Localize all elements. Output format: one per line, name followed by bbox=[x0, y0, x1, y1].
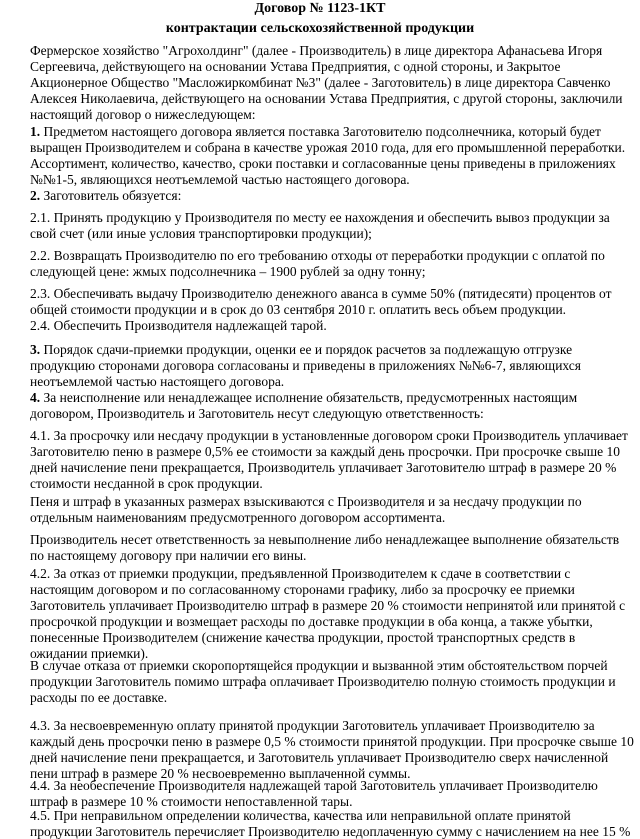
text-line bbox=[30, 75, 620, 91]
line-text: штраф в размере 10 % стоимости непоставленной тары. bbox=[30, 794, 353, 809]
line-text: Пеня и штраф в указанных размерах взыскиваются с Производителя и за несдачу продукции по bbox=[30, 494, 582, 509]
line-text: 2.3. Обеспечивать выдачу Производителю денежного аванса в сумме 50% (пятидесяти) процентов от bbox=[30, 286, 612, 301]
text-line bbox=[30, 302, 620, 318]
text-line bbox=[30, 428, 628, 444]
line-text: Предметом настоящего договора является поставка Заготовителю подсолнечника, который будет bbox=[40, 124, 601, 139]
line-text: настоящим договором и по согласованному сторонами графику, либо за просрочку ее приемки bbox=[30, 582, 575, 597]
clause-paragraph bbox=[30, 532, 620, 564]
text-line bbox=[30, 690, 620, 706]
clause-number: 1. bbox=[30, 124, 41, 139]
line-text: пени штраф в размере 20 % несвоевременно выплаченной суммы. bbox=[30, 766, 411, 781]
text-line bbox=[30, 598, 626, 614]
text-line bbox=[30, 248, 620, 264]
clause-number: 3. bbox=[30, 342, 41, 357]
line-text: договором, Производитель и Заготовитель несут следующую ответственность: bbox=[30, 406, 484, 421]
line-text: продукции Заготовитель помимо штрафа оплачивает Производителю полную стоимость продукции и bbox=[30, 674, 616, 689]
line-text: Акционерное Общество "Масложиркомбинат №3" (далее - Заготовитель) в лице директора Савченко bbox=[30, 75, 611, 90]
line-text: Заготовитель обязуется: bbox=[40, 188, 182, 203]
text-line bbox=[30, 286, 620, 302]
clause-paragraph bbox=[30, 718, 634, 782]
text-line bbox=[30, 91, 623, 107]
text-line bbox=[30, 59, 620, 75]
text-line bbox=[30, 614, 620, 630]
line-text: 4.5. При неправильном определении количества, качества или неправильной оплате принятой bbox=[30, 808, 571, 823]
text-line bbox=[30, 808, 620, 824]
text-line bbox=[30, 107, 620, 123]
contract-subtitle: контрактации сельскохозяйственной продукции bbox=[165, 21, 475, 36]
text-line bbox=[30, 140, 626, 156]
text-line bbox=[30, 374, 620, 390]
text-line bbox=[30, 658, 620, 674]
clause-paragraph bbox=[30, 286, 620, 318]
text-line bbox=[30, 582, 620, 598]
line-text: отдельным наименованиям предусмотренного договором ассортимента. bbox=[30, 510, 446, 525]
text-line bbox=[30, 156, 620, 172]
line-text: Порядок сдачи-приемки продукции, оценки ее и порядок расчетов за подлежащую отгрузке bbox=[40, 342, 573, 357]
line-text: Ассортимент, количество, качество, сроки поставки и согласованные цены приведены в приложениях bbox=[30, 156, 616, 171]
text-line bbox=[30, 318, 620, 334]
line-text: по настоящему договору при наличии его вины. bbox=[30, 548, 307, 563]
clause-paragraph bbox=[30, 188, 620, 204]
text-line bbox=[30, 630, 620, 646]
line-text: стоимости несданной в срок продукции. bbox=[30, 476, 263, 491]
contract-title: Договор № 1123-1КТ bbox=[254, 1, 386, 16]
clause-paragraph bbox=[30, 342, 620, 390]
clause-paragraph bbox=[30, 318, 620, 334]
text-line bbox=[30, 188, 620, 204]
line-text: Сергеевича, действующего на основании Устава Предприятия, с одной стороны, и Закрытое bbox=[30, 59, 561, 74]
clause-paragraph bbox=[30, 778, 620, 810]
text-line bbox=[30, 494, 620, 510]
text-line bbox=[30, 124, 620, 140]
text-line bbox=[30, 824, 631, 839]
line-text: расходы по ее доставке. bbox=[30, 690, 168, 705]
clause-paragraph bbox=[30, 43, 623, 123]
line-text: свой счет (или иные условия транспортировки продукции); bbox=[30, 226, 372, 241]
text-line bbox=[30, 226, 620, 242]
line-text: просрочкой продукции и возмещает расходы по доставке продукции в оба конца, а также убытки, bbox=[30, 614, 593, 629]
line-text: 4.3. За несвоевременную оплату принятой продукции Заготовитель уплачивает Производителю за bbox=[30, 718, 595, 733]
text-line bbox=[30, 734, 634, 750]
line-text: 4.2. За отказ от приемки продукции, предъявленной Производителем к сдаче в соответствии с bbox=[30, 566, 571, 581]
line-text: 4.1. За просрочку или несдачу продукции в установленные договором сроки Производитель уплачивает bbox=[30, 428, 628, 443]
text-line bbox=[30, 172, 620, 188]
text-line bbox=[30, 358, 620, 374]
line-text: общей стоимости продукции и в срок до 03 сентября 2010 г. оплатить весь объем продукции. bbox=[30, 302, 567, 317]
text-line bbox=[30, 674, 620, 690]
line-text: ожидании приемки). bbox=[30, 646, 149, 661]
text-line bbox=[30, 750, 620, 766]
clause-paragraph bbox=[30, 210, 620, 242]
line-text: Заготовитель уплачивает Производителю штраф в размере 20 % стоимости непринятой или принятой с bbox=[30, 598, 626, 613]
line-text: Заготовителю пеню в размере 0,5% ее стоимости за каждый день просрочки. При просрочке свыше 10 bbox=[30, 444, 620, 459]
line-text: Производитель несет ответственность за невыполнение либо ненадлежащее выполнение обязательств bbox=[30, 532, 620, 547]
line-text: 4.4. За необеспечение Производителя надлежащей тарой Заготовитель уплачивает Производителю bbox=[30, 778, 598, 793]
text-line bbox=[30, 43, 620, 59]
clause-paragraph bbox=[30, 494, 620, 526]
clause-paragraph bbox=[30, 566, 626, 662]
clause-number: 2. bbox=[30, 188, 41, 203]
clause-paragraph bbox=[30, 428, 628, 492]
text-line bbox=[30, 548, 620, 564]
text-line bbox=[30, 264, 620, 280]
line-text: 2.4. Обеспечить Производителя надлежащей тарой. bbox=[30, 318, 327, 333]
line-text: 2.1. Принять продукцию у Производителя по месту ее нахождения и обеспечить вывоз продукции за bbox=[30, 210, 610, 225]
line-text: следующей цене: жмых подсолнечника – 1900 рублей за одну тонну; bbox=[30, 264, 426, 279]
text-line bbox=[30, 476, 620, 492]
text-line bbox=[30, 210, 620, 226]
clause-paragraph bbox=[30, 390, 620, 422]
clause-paragraph bbox=[30, 658, 620, 706]
text-line bbox=[30, 444, 620, 460]
line-text: настоящий договор о нижеследующем: bbox=[30, 107, 256, 122]
clause-paragraph bbox=[30, 808, 631, 839]
line-text: дней начисление пени прекращается, и Заготовитель уплачивает Производителю сверх начисленной bbox=[30, 750, 609, 765]
clause-paragraph bbox=[30, 248, 620, 280]
line-text: дней начисление пени прекращается, Производитель уплачивает Заготовителю штраф в размере 20 % bbox=[30, 460, 617, 475]
text-line bbox=[30, 390, 620, 406]
clause-paragraph bbox=[30, 124, 626, 188]
text-line bbox=[30, 718, 620, 734]
line-text: Алексея Николаевича, действующего на основании Устава Предприятия, с другой стороны, заключили bbox=[30, 91, 623, 106]
line-text: каждый день просрочки пеню в размере 0,5 % стоимости принятой продукции. При просрочке свыше 10 bbox=[30, 734, 634, 749]
text-line bbox=[30, 342, 620, 358]
line-text: За неисполнение или ненадлежащее исполнение обязательств, предусмотренных настоящим bbox=[40, 390, 578, 405]
line-text: понесенные Производителем (снижение качества продукции, простой транспортных средств в bbox=[30, 630, 576, 645]
line-text: продукцию сторонами договора согласованы и приведены в приложениях №№6-7, являющихся bbox=[30, 358, 581, 373]
line-text: неотъемлемой частью настоящего договора. bbox=[30, 374, 285, 389]
text-line bbox=[30, 778, 620, 794]
line-text: выращен Производителем и собрана в качестве урожая 2010 года, для его промышленной переработки. bbox=[30, 140, 626, 155]
text-line bbox=[30, 460, 620, 476]
text-line bbox=[30, 566, 620, 582]
line-text: 2.2. Возвращать Производителю по его требованию отходы от переработки продукции с оплатой по bbox=[30, 248, 605, 263]
line-text: №№1-5, являющихся неотъемлемой частью настоящего договора. bbox=[30, 172, 410, 187]
text-line bbox=[30, 510, 620, 526]
line-text: В случае отказа от приемки скоропортящейся продукции и вызванной этим обстоятельством порчей bbox=[30, 658, 608, 673]
line-text: продукции Заготовитель перечисляет Производителю недоплаченную сумму с начислением на нее 15 % bbox=[30, 824, 631, 839]
text-line bbox=[30, 406, 620, 422]
line-text: Фермерское хозяйство "Агрохолдинг" (далее - Производитель) в лице директора Афанасьева Игоря bbox=[30, 43, 603, 58]
clause-number: 4. bbox=[30, 390, 41, 405]
text-line bbox=[30, 532, 620, 548]
